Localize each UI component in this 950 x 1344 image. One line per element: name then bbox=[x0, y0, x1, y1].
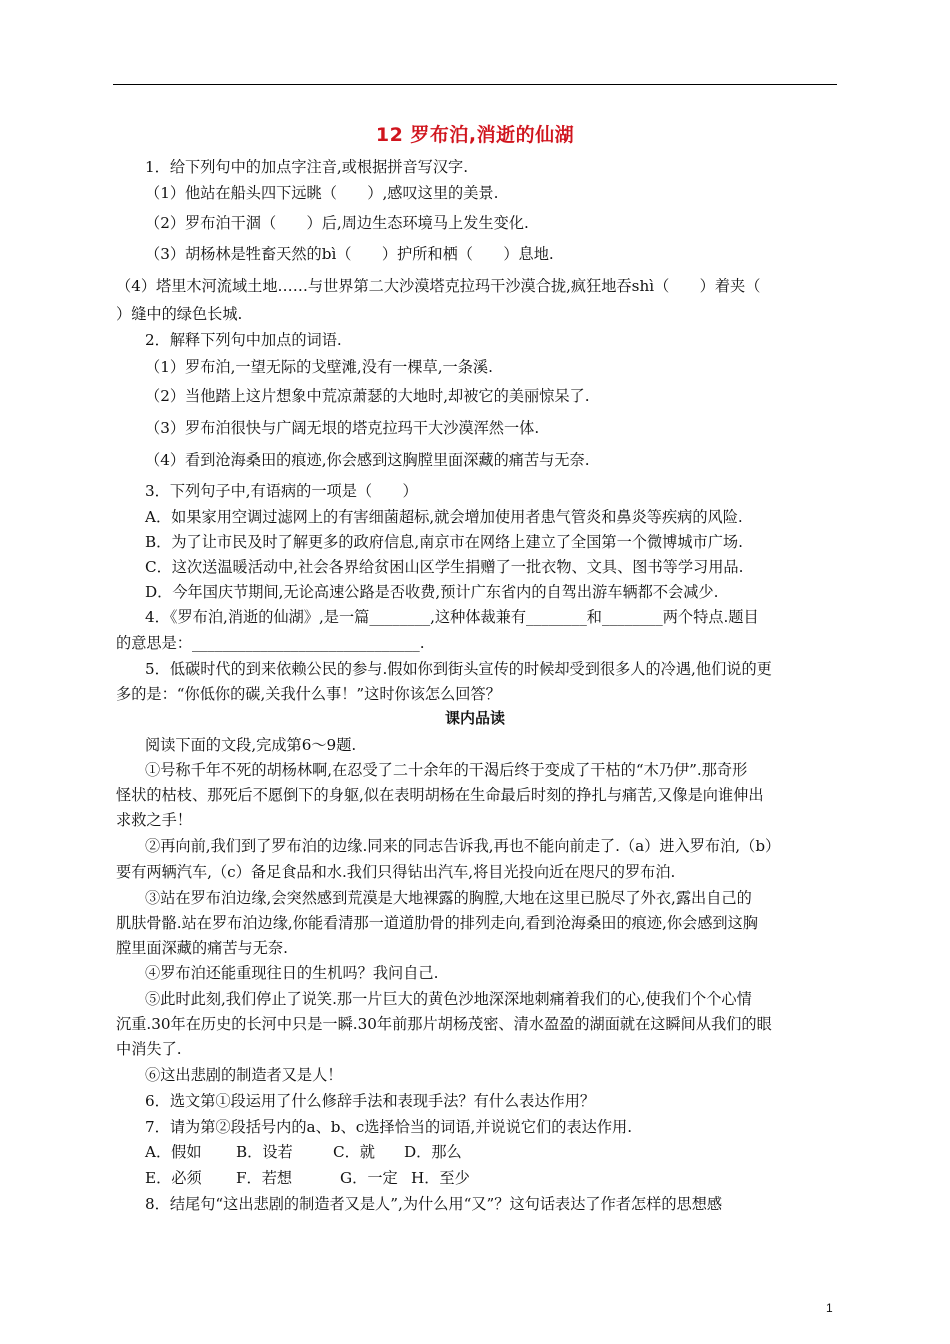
reading-instruction: 阅读下面的文段,完成第6～9题. bbox=[145, 736, 357, 754]
paragraph-3-line-3: 膛里面深藏的痛苦与无奈. bbox=[116, 939, 288, 957]
question-1-item-1: （1）他站在船头四下远眺（ ）,感叹这里的美景. bbox=[145, 184, 499, 202]
header-rule bbox=[113, 84, 837, 85]
question-2: 2．解释下列句中加点的词语. bbox=[145, 331, 342, 349]
paragraph-2-line-2: 要有两辆汽车,（c）备足食品和水.我们只得钻出汽车,将目光投向近在咫尺的罗布泊. bbox=[116, 863, 676, 881]
question-3-option-b: B．为了让市民及时了解更多的政府信息,南京市在网络上建立了全国第一个微博城市广场. bbox=[145, 533, 743, 551]
option-d: D．那么 bbox=[404, 1143, 462, 1161]
question-2-item-4: （4）看到沧海桑田的痕迹,你会感到这胸膛里面深藏的痛苦与无奈. bbox=[145, 451, 590, 469]
question-3-option-c: C．这次送温暖活动中,社会各界给贫困山区学生捐赠了一批衣物、文具、图书等学习用品. bbox=[145, 558, 744, 576]
paragraph-1-line-3: 求救之手！ bbox=[116, 811, 192, 829]
question-6: 6．选文第①段运用了什么修辞手法和表现手法？有什么表达作用？ bbox=[145, 1092, 596, 1110]
question-1: 1．给下列句中的加点字注音,或根据拼音写汉字. bbox=[145, 158, 469, 176]
option-b: B．设若 bbox=[236, 1143, 293, 1161]
paragraph-5-line-3: 中消失了. bbox=[116, 1040, 182, 1058]
question-1-item-3: （3）胡杨林是牲畜天然的bì（ ）护所和栖（ ）息地. bbox=[145, 245, 554, 263]
paragraph-3-line-2: 肌肤骨骼.站在罗布泊边缘,你能看清那一道道肋骨的排列走向,看到沧海桑田的痕迹,你会感到这胸 bbox=[116, 914, 758, 932]
option-g: G．一定 bbox=[340, 1169, 398, 1187]
option-c: C．就 bbox=[333, 1143, 375, 1161]
paragraph-4: ④罗布泊还能重现往日的生机吗？我问自己. bbox=[145, 964, 439, 982]
page-number: 1 bbox=[826, 1301, 833, 1315]
question-2-item-1: （1）罗布泊,一望无际的戈壁滩,没有一棵草,一条溪. bbox=[145, 358, 493, 376]
question-1-item-4: （4）塔里木河流域土地……与世界第二大沙漠塔克拉玛干沙漠合拢,疯狂地吞shì（ ）着夹（ bbox=[116, 277, 761, 295]
question-2-item-3: （3）罗布泊很快与广阔无垠的塔克拉玛干大沙漠浑然一体. bbox=[145, 419, 540, 437]
question-2-item-2: （2）当他踏上这片想象中荒凉萧瑟的大地时,却被它的美丽惊呆了. bbox=[145, 387, 590, 405]
question-4: 4．《罗布泊,消逝的仙湖》,是一篇________,这种体裁兼有________和________两个特点.题目 bbox=[145, 608, 759, 626]
paragraph-1-line-1: ①号称千年不死的胡杨林啊,在忍受了二十余年的干渴后终于变成了干枯的“木乃伊”.那奇形 bbox=[145, 761, 748, 779]
section-heading: 课内品读 bbox=[444, 709, 505, 727]
option-e: E．必须 bbox=[145, 1169, 202, 1187]
option-f: F．若想 bbox=[236, 1169, 293, 1187]
paragraph-5-line-2: 沉重.30年在历史的长河中只是一瞬.30年前那片胡杨茂密、清水盈盈的湖面就在这瞬间从我们的眼 bbox=[116, 1015, 772, 1033]
question-1-item-4-cont: ）缝中的绿色长城. bbox=[116, 305, 243, 323]
page-title: 12 罗布泊,消逝的仙湖 bbox=[375, 124, 575, 146]
paragraph-6: ⑥这出悲剧的制造者又是人！ bbox=[145, 1066, 343, 1084]
paragraph-5-line-1: ⑤此时此刻,我们停止了说笑.那一片巨大的黄色沙地深深地刺痛着我们的心,使我们个个心情 bbox=[145, 990, 752, 1008]
paragraph-2-line-1: ②再向前,我们到了罗布泊的边缘.同来的同志告诉我,再也不能向前走了.（a）进入罗布泊,（b） bbox=[145, 837, 781, 855]
question-1-item-2: （2）罗布泊干涸（ ）后,周边生态环境马上发生变化. bbox=[145, 214, 529, 232]
paragraph-1-line-2: 怪状的枯枝、那死后不愿倒下的身躯,似在表明胡杨在生命最后时刻的挣扎与痛苦,又像是向谁伸出 bbox=[116, 786, 764, 804]
question-5: 5．低碳时代的到来依赖公民的参与.假如你到街头宣传的时候却受到很多人的冷遇,他们说的更 bbox=[145, 660, 772, 678]
question-3-option-d: D．今年国庆节期间,无论高速公路是否收费,预计广东省内的自驾出游车辆都不会减少. bbox=[145, 583, 719, 601]
question-8: 8．结尾句“这出悲剧的制造者又是人”,为什么用“又”？这句话表达了作者怎样的思想感 bbox=[145, 1195, 723, 1213]
question-3-option-a: A．如果家用空调过滤网上的有害细菌超标,就会增加使用者患气管炎和鼻炎等疾病的风险. bbox=[145, 508, 743, 526]
question-4-cont: 的意思是：______________________________. bbox=[116, 634, 425, 652]
option-h: H．至少 bbox=[411, 1169, 470, 1187]
question-7: 7．请为第②段括号内的a、b、c选择恰当的词语,并说说它们的表达作用. bbox=[145, 1118, 633, 1136]
question-5-cont: 多的是：“你低你的碳,关我什么事！”这时你该怎么回答？ bbox=[116, 685, 501, 703]
paragraph-3-line-1: ③站在罗布泊边缘,会突然感到荒漠是大地裸露的胸膛,大地在这里已脱尽了外衣,露出自己的 bbox=[145, 889, 752, 907]
option-a: A．假如 bbox=[145, 1143, 202, 1161]
question-3: 3．下列句子中,有语病的一项是（ ） bbox=[145, 482, 418, 500]
